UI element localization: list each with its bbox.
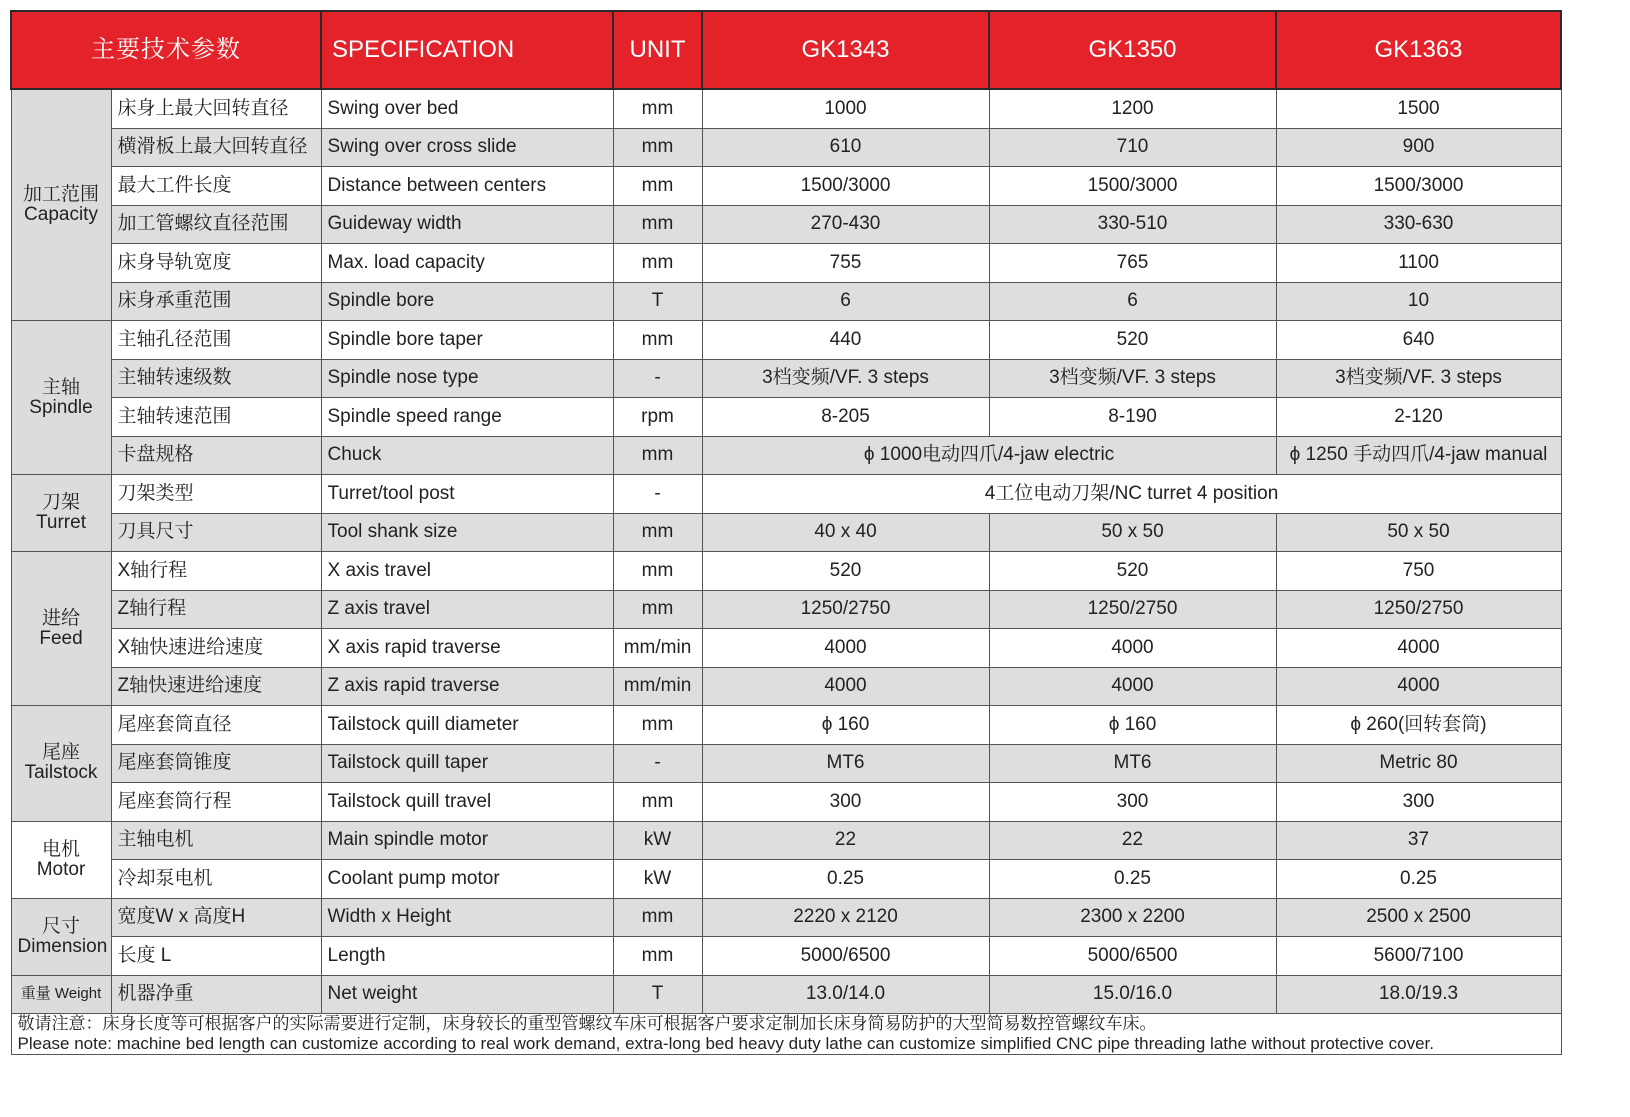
table-row: [11, 821, 1561, 860]
group-motor-cn: 电机: [41, 838, 80, 860]
value-cell: ϕ 260(回转套筒): [1276, 706, 1561, 745]
param-unit: T: [613, 975, 702, 1014]
param-en: Tailstock quill diameter: [321, 706, 613, 745]
param-unit: mm: [613, 321, 702, 360]
param-unit: mm: [613, 167, 702, 206]
value-cell: 13.0/14.0: [702, 975, 989, 1014]
param-unit: -: [613, 744, 702, 783]
param-en: Tailstock quill taper: [321, 744, 613, 783]
param-cn: 机器净重: [111, 975, 321, 1014]
value-cell: 5000/6500: [989, 937, 1276, 976]
param-en: Z axis rapid traverse: [321, 667, 613, 706]
value-cell: 8-190: [989, 398, 1276, 437]
value-cell: 4工位电动刀架/NC turret 4 position: [702, 475, 1561, 514]
header-model-3: GK1363: [1276, 11, 1561, 89]
table-row: [11, 89, 1561, 128]
param-en: Swing over bed: [321, 89, 613, 128]
table-row: [11, 860, 1561, 899]
value-cell: 22: [989, 821, 1276, 860]
value-cell: Metric 80: [1276, 744, 1561, 783]
param-en: Length: [321, 937, 613, 976]
value-cell: 1200: [989, 89, 1276, 128]
value-cell: 610: [702, 128, 989, 167]
value-cell: 3档变频/VF. 3 steps: [1276, 359, 1561, 398]
value-cell: 10: [1276, 282, 1561, 321]
value-cell: 4000: [702, 667, 989, 706]
table-row: [11, 398, 1561, 437]
param-en: Chuck: [321, 436, 613, 475]
param-en: Spindle bore taper: [321, 321, 613, 360]
table-row: [11, 167, 1561, 206]
value-cell: 1500/3000: [702, 167, 989, 206]
param-en: Main spindle motor: [321, 821, 613, 860]
param-unit: mm: [613, 552, 702, 591]
value-cell: 4000: [1276, 629, 1561, 668]
table-row: [11, 244, 1561, 283]
value-cell: MT6: [702, 744, 989, 783]
value-cell: 40 x 40: [702, 513, 989, 552]
value-cell: 15.0/16.0: [989, 975, 1276, 1014]
value-cell: 4000: [989, 629, 1276, 668]
param-en: Guideway width: [321, 205, 613, 244]
value-cell: 18.0/19.3: [1276, 975, 1561, 1014]
group-tailstock-cn: 尾座: [41, 742, 80, 764]
value-cell: 900: [1276, 128, 1561, 167]
value-cell: 5600/7100: [1276, 937, 1561, 976]
param-unit: -: [613, 359, 702, 398]
value-cell: 3档变频/VF. 3 steps: [702, 359, 989, 398]
group-capacity-en: Capacity: [24, 204, 98, 225]
value-cell: 1100: [1276, 244, 1561, 283]
param-unit: mm: [613, 89, 702, 128]
param-cn: 主轴转速级数: [111, 359, 321, 398]
footnote-cn: 敬请注意：床身长度等可根据客户的实际需要进行定制，床身较长的重型管螺纹车床可根据客户要求定制加长床身简易防护的大型简易数控管螺纹车床。: [17, 1014, 1157, 1033]
value-cell: 2-120: [1276, 398, 1561, 437]
param-en: Tailstock quill travel: [321, 783, 613, 822]
spec-sheet: [10, 10, 1560, 1055]
param-cn: X轴快速进给速度: [111, 629, 321, 668]
value-cell: 4000: [1276, 667, 1561, 706]
header-model-1: GK1343: [702, 11, 989, 89]
param-unit: T: [613, 282, 702, 321]
param-cn: 床身导轨宽度: [111, 244, 321, 283]
value-cell: 710: [989, 128, 1276, 167]
value-cell: 1500/3000: [1276, 167, 1561, 206]
param-cn: 长度 L: [111, 937, 321, 976]
param-cn: 主轴电机: [111, 821, 321, 860]
param-cn: 加工管螺纹直径范围: [111, 205, 321, 244]
header-row: [11, 11, 1561, 89]
value-cell: 330-630: [1276, 205, 1561, 244]
table-row: [11, 667, 1561, 706]
param-unit: mm: [613, 244, 702, 283]
group-feed-en: Feed: [39, 627, 83, 649]
table-row: [11, 552, 1561, 591]
group-feed: [11, 552, 111, 706]
param-unit: mm: [613, 513, 702, 552]
table-row: [11, 359, 1561, 398]
param-en: Turret/tool post: [321, 475, 613, 514]
param-unit: mm/min: [613, 629, 702, 668]
param-cn: 主轴孔径范围: [111, 321, 321, 360]
value-cell: 300: [702, 783, 989, 822]
value-cell: 0.25: [702, 860, 989, 899]
value-cell: 6: [702, 282, 989, 321]
note-row: [11, 1014, 1561, 1055]
param-unit: kW: [613, 821, 702, 860]
param-en: Coolant pump motor: [321, 860, 613, 899]
group-dimension: [11, 898, 111, 975]
value-cell: 6: [989, 282, 1276, 321]
group-motor-en: Motor: [36, 858, 86, 880]
param-en: X axis travel: [321, 552, 613, 591]
value-cell: 765: [989, 244, 1276, 283]
group-spindle-en: Spindle: [29, 396, 93, 418]
group-feed-cn: 进给: [41, 607, 80, 629]
value-cell: 1250/2750: [1276, 590, 1561, 629]
param-cn: 宽度W x 高度H: [111, 898, 321, 937]
param-cn: 刀具尺寸: [111, 513, 321, 552]
group-dimension-cn: 尺寸: [41, 915, 80, 937]
value-cell: 640: [1276, 321, 1561, 360]
table-row: [11, 475, 1561, 514]
param-en: Max. load capacity: [321, 244, 613, 283]
value-cell: 1250/2750: [702, 590, 989, 629]
group-tailstock-en: Tailstock: [24, 762, 98, 784]
header-spec: SPECIFICATION: [321, 11, 613, 89]
value-cell: MT6: [989, 744, 1276, 783]
param-en: Spindle speed range: [321, 398, 613, 437]
param-en: Net weight: [321, 975, 613, 1014]
value-cell: 5000/6500: [702, 937, 989, 976]
param-cn: Z轴行程: [111, 590, 321, 629]
value-cell: 755: [702, 244, 989, 283]
param-unit: mm: [613, 436, 702, 475]
header-cn: 主要技术参数: [11, 11, 321, 89]
param-unit: mm: [613, 937, 702, 976]
param-unit: -: [613, 475, 702, 514]
table-row: [11, 513, 1561, 552]
param-en: Spindle bore: [321, 282, 613, 321]
table-row: [11, 590, 1561, 629]
value-cell: 750: [1276, 552, 1561, 591]
value-cell: 0.25: [1276, 860, 1561, 899]
param-cn: 床身上最大回转直径: [111, 89, 321, 128]
value-cell: 1250/2750: [989, 590, 1276, 629]
table-row: [11, 205, 1561, 244]
value-cell: 2500 x 2500: [1276, 898, 1561, 937]
value-cell: 300: [989, 783, 1276, 822]
value-cell: 4000: [702, 629, 989, 668]
table-row: [11, 128, 1561, 167]
value-cell: ϕ 1000电动四爪/4-jaw electric: [702, 436, 1276, 475]
group-capacity: [11, 89, 111, 321]
param-unit: rpm: [613, 398, 702, 437]
value-cell: 8-205: [702, 398, 989, 437]
param-cn: 尾座套筒行程: [111, 783, 321, 822]
group-spindle: [11, 321, 111, 475]
value-cell: 37: [1276, 821, 1561, 860]
param-unit: mm: [613, 205, 702, 244]
param-cn: 卡盘规格: [111, 436, 321, 475]
param-en: Spindle nose type: [321, 359, 613, 398]
param-unit: kW: [613, 860, 702, 899]
group-turret: [11, 475, 111, 552]
table-row: [11, 975, 1561, 1014]
param-cn: 主轴转速范围: [111, 398, 321, 437]
param-unit: mm: [613, 706, 702, 745]
param-unit: mm: [613, 590, 702, 629]
value-cell: 50 x 50: [1276, 513, 1561, 552]
value-cell: ϕ 1250 手动四爪/4-jaw manual: [1276, 436, 1561, 475]
footnote-en: Please note: machine bed length can customize according to real work demand, extra-long bed heavy duty lathe can customize simplified CNC pipe threading lathe without protective cover.: [17, 1034, 1435, 1053]
param-cn: Z轴快速进给速度: [111, 667, 321, 706]
value-cell: 520: [989, 552, 1276, 591]
param-en: Distance between centers: [321, 167, 613, 206]
param-en: Swing over cross slide: [321, 128, 613, 167]
value-cell: 2300 x 2200: [989, 898, 1276, 937]
value-cell: 1500: [1276, 89, 1561, 128]
value-cell: ϕ 160: [702, 706, 989, 745]
spec-table: [10, 10, 1562, 1055]
table-row: [11, 937, 1561, 976]
param-unit: mm: [613, 128, 702, 167]
param-en: Tool shank size: [321, 513, 613, 552]
group-weight: 重量 Weight: [11, 975, 111, 1014]
value-cell: 1000: [702, 89, 989, 128]
header-unit: UNIT: [613, 11, 702, 89]
value-cell: 4000: [989, 667, 1276, 706]
table-row: [11, 744, 1561, 783]
group-motor: [11, 821, 111, 898]
param-cn: 尾座套筒锥度: [111, 744, 321, 783]
param-cn: X轴行程: [111, 552, 321, 591]
param-unit: mm: [613, 898, 702, 937]
group-turret-cn: 刀架: [41, 492, 80, 513]
value-cell: 1500/3000: [989, 167, 1276, 206]
param-unit: mm: [613, 783, 702, 822]
param-cn: 最大工件长度: [111, 167, 321, 206]
param-cn: 横滑板上最大回转直径: [111, 128, 321, 167]
group-turret-en: Turret: [36, 512, 86, 533]
param-en: Width x Height: [321, 898, 613, 937]
group-capacity-cn: 加工范围: [22, 184, 99, 205]
value-cell: 330-510: [989, 205, 1276, 244]
value-cell: 520: [702, 552, 989, 591]
table-row: [11, 436, 1561, 475]
value-cell: 22: [702, 821, 989, 860]
value-cell: 520: [989, 321, 1276, 360]
value-cell: 50 x 50: [989, 513, 1276, 552]
value-cell: 2220 x 2120: [702, 898, 989, 937]
param-cn: 冷却泵电机: [111, 860, 321, 899]
group-dimension-en: Dimension: [17, 935, 108, 957]
value-cell: 3档变频/VF. 3 steps: [989, 359, 1276, 398]
header-model-2: GK1350: [989, 11, 1276, 89]
group-tailstock: [11, 706, 111, 822]
param-cn: 刀架类型: [111, 475, 321, 514]
table-row: [11, 282, 1561, 321]
value-cell: 0.25: [989, 860, 1276, 899]
footnote: [11, 1014, 1561, 1055]
group-spindle-cn: 主轴: [41, 376, 80, 398]
param-cn: 尾座套筒直径: [111, 706, 321, 745]
table-row: [11, 629, 1561, 668]
value-cell: 300: [1276, 783, 1561, 822]
table-row: [11, 321, 1561, 360]
value-cell: 440: [702, 321, 989, 360]
param-unit: mm/min: [613, 667, 702, 706]
param-cn: 床身承重范围: [111, 282, 321, 321]
value-cell: 270-430: [702, 205, 989, 244]
param-en: X axis rapid traverse: [321, 629, 613, 668]
table-row: [11, 783, 1561, 822]
param-en: Z axis travel: [321, 590, 613, 629]
table-row: [11, 898, 1561, 937]
table-row: [11, 706, 1561, 745]
value-cell: ϕ 160: [989, 706, 1276, 745]
